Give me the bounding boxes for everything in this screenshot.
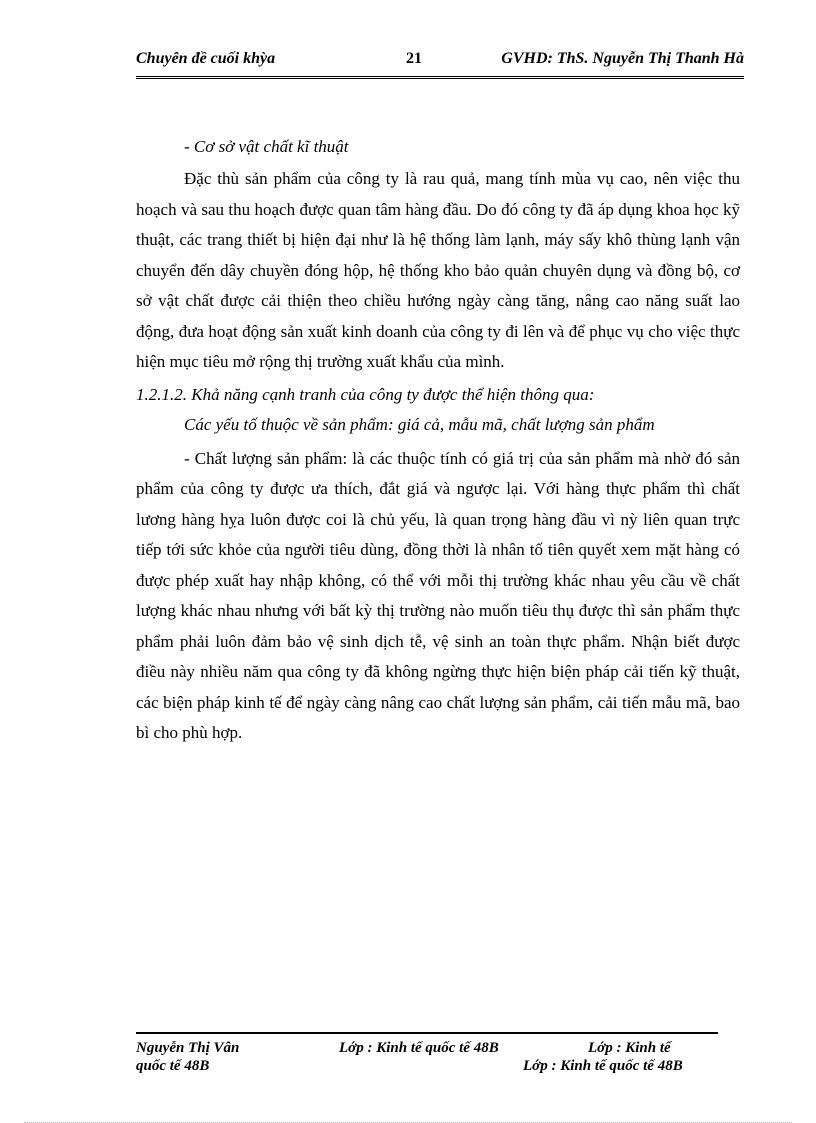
- header-document-title: Chuyên đề cuối khỳa: [136, 50, 276, 67]
- subheading-facilities: - Cơ sở vật chất kĩ thuật: [184, 137, 349, 156]
- page-header: [136, 46, 744, 79]
- section-subheading-product-factors: Các yếu tố thuộc về sản phẩm: giá cả, mẫu mã, chất lượng sản phẩm: [184, 414, 655, 434]
- footer-class-continuation: quốc tế 48B: [136, 1058, 210, 1074]
- header-supervisor: GVHD: ThS. Nguyễn Thị Thanh Hà: [501, 50, 744, 67]
- page-body: [136, 132, 740, 749]
- footer-class-3: Lớp : Kinh tế quốc tế 48B: [523, 1058, 683, 1074]
- footer-rule: [136, 1032, 718, 1034]
- section-heading-competitiveness: 1.2.1.2. Khả năng cạnh tranh của công ty được thể hiện thông qua:: [136, 384, 595, 404]
- footer-class-1: Lớp : Kinh tế quốc tế 48B: [339, 1040, 499, 1056]
- footer-author: Nguyễn Thị Vân: [136, 1040, 240, 1056]
- page-number: 21: [406, 50, 422, 67]
- footer-class-2: Lớp : Kinh tế: [588, 1040, 671, 1056]
- paragraph-product-quality: - Chất lượng sản phẩm: là các thuộc tính có giá trị của sản phẩm mà nhờ đó sản phẩm của công ty được ưa thích, đắt giá và ngược lại. Với hàng thực phẩm thì chất lương hàng hỵa luôn được coi là chủ yếu, là quan trọng hàng đầu vì nỳ liên quan trực tiếp tới sức khỏe của người tiêu dùng, đồng thời là nhân tố tiên quyết xem mặt hàng có được phép xuất hay nhập không, có thể với mỗi thị trường khác nhau yêu cầu về chất lượng khác nhau nhưng với bất kỳ thị trường nào muốn tiêu thụ được thì sản phẩm thực phẩm phải luôn đảm bảo vệ sinh dịch tễ, vệ sinh an toàn thực phẩm. Nhận biết được điều này nhiều năm qua công ty đã không ngừng thực hiện biện pháp cải tiến kỹ thuật, các biện pháp kinh tế để ngày càng nâng cao chất lượng sản phẩm, cải tiến mẫu mã, bao bì cho phù hợp.: [136, 448, 740, 742]
- paragraph-facilities: Đặc thù sản phẩm của công ty là rau quả, mang tính mùa vụ cao, nên việc thu hoạch và sau thu hoạch được quan tâm hàng đầu. Do đó công ty đã áp dụng khoa học kỹ thuật, các trang thiết bị hiện đại như là hệ thống làm lạnh, máy sấy khô thùng lạnh vận chuyển đến dây chuyền đóng hộp, hệ thống kho bảo quản chuyên dụng và đồng bộ, cơ sở vật chất được cải thiện theo chiều hướng ngày càng tăng, nâng cao năng suất lao động, đưa hoạt động sản xuất kinh doanh của công ty đi lên và để phục vụ cho việc thực hiện mục tiêu mở rộng thị trường xuất khẩu của mình.: [136, 169, 740, 371]
